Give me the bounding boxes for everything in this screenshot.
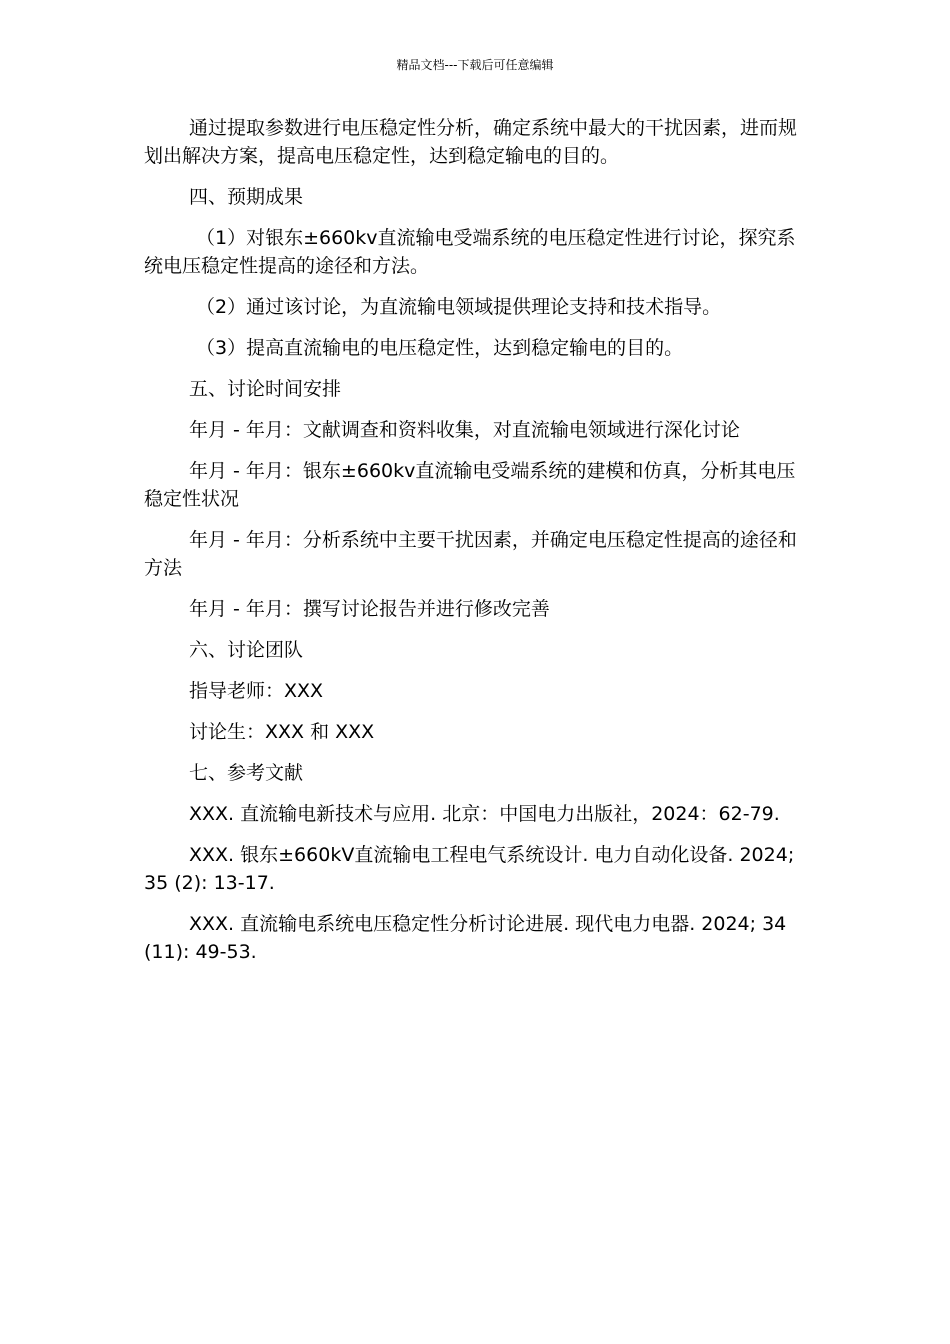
schedule-item: 年月 - 年月：文献调查和资料收集，对直流输电领域进行深化讨论	[189, 419, 740, 441]
reference-item: XXX. 直流输电新技术与应用. 北京：中国电力出版社，2024：62-79.	[189, 803, 780, 825]
section-heading-schedule: 五、讨论时间安排	[189, 378, 342, 400]
team-students: 讨论生：XXX 和 XXX	[189, 721, 375, 743]
section-heading-references: 七、参考文献	[189, 762, 304, 784]
document-body	[144, 114, 808, 979]
schedule-item: 年月 - 年月：银东±660kv直流输电受端系统的建模和仿真，分析其电压稳定性状况	[144, 460, 796, 510]
expected-result-item: （1）对银东±660kv直流输电受端系统的电压稳定性进行讨论，探究系统电压稳定性提高的途径和方法。	[144, 227, 796, 277]
schedule-item: 年月 - 年月：分析系统中主要干扰因素，并确定电压稳定性提高的途径和方法	[144, 529, 797, 579]
schedule-item: 年月 - 年月：撰写讨论报告并进行修改完善	[189, 598, 550, 620]
page-header: 精品文档---下载后可任意编辑	[396, 58, 554, 72]
section-heading-team: 六、讨论团队	[189, 639, 304, 661]
team-advisor: 指导老师：XXX	[189, 680, 324, 702]
section-heading-expected-results: 四、预期成果	[189, 186, 304, 208]
expected-result-item: （3）提高直流输电的电压稳定性，达到稳定输电的目的。	[196, 337, 684, 359]
expected-result-item: （2）通过该讨论，为直流输电领域提供理论支持和技术指导。	[196, 296, 722, 318]
reference-item: XXX. 银东±660kV直流输电工程电气系统设计. 电力自动化设备. 2024; 35 (2): 13-17.	[144, 844, 795, 894]
reference-item: XXX. 直流输电系统电压稳定性分析讨论进展. 现代电力电器. 2024; 34 (11): 49-53.	[144, 913, 787, 963]
intro-paragraph: 通过提取参数进行电压稳定性分析，确定系统中最大的干扰因素，进而规划出解决方案，提高电压稳定性，达到稳定输电的目的。	[144, 117, 798, 167]
